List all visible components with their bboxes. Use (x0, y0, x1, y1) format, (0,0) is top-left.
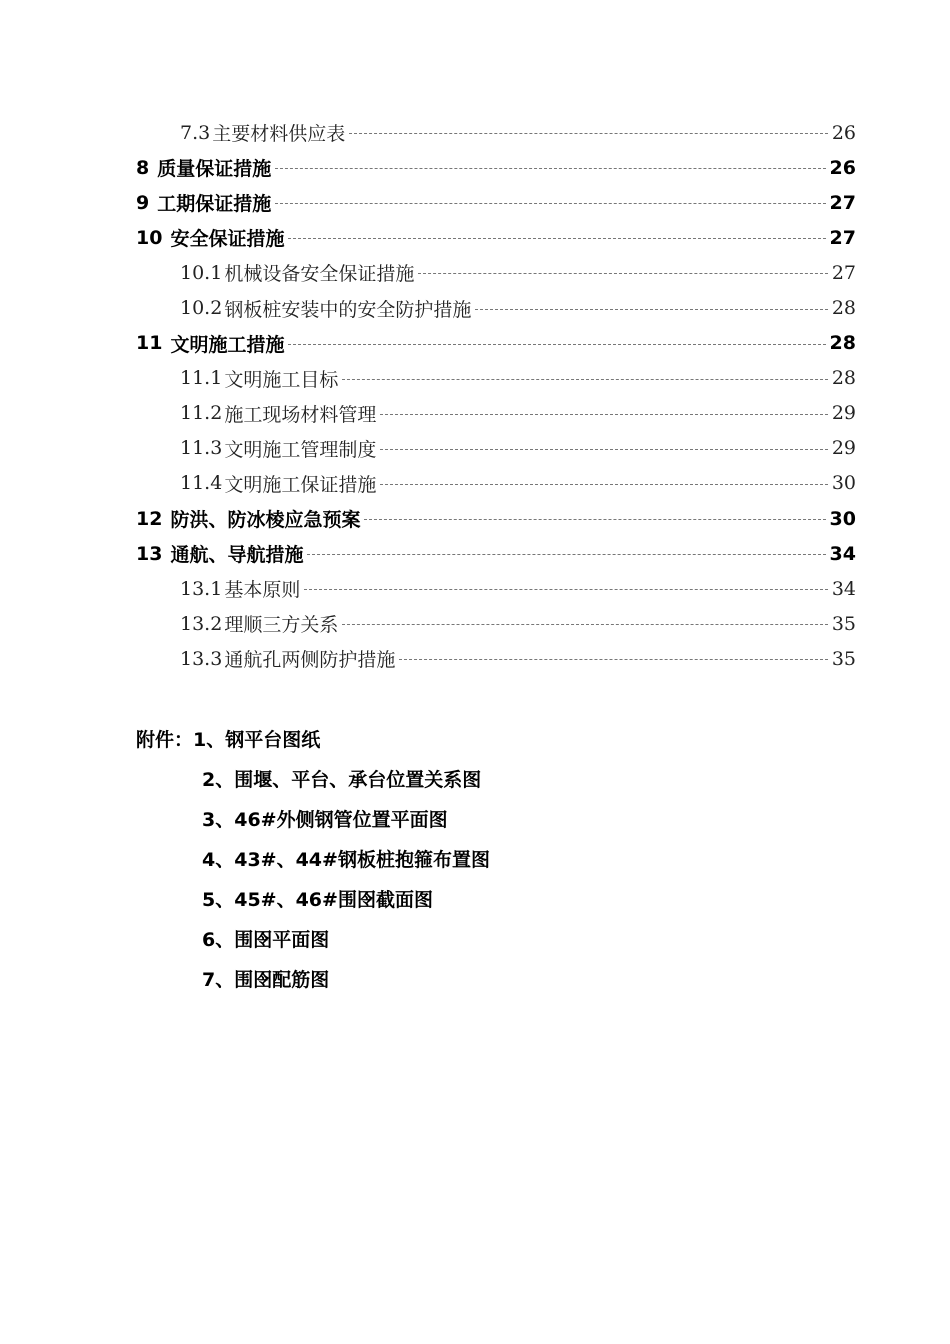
attachments-label: 附件： (136, 729, 194, 751)
toc-entry-title: 机械设备安全保证措施 (224, 263, 415, 286)
toc-entry-number: 11 (136, 332, 163, 355)
toc-entry-title: 文明施工措施 (170, 333, 285, 356)
toc-entry-page: 27 (829, 191, 856, 214)
toc-leader-dashes (288, 238, 825, 239)
toc-entry-page: 27 (829, 226, 856, 249)
toc-leader-dashes (349, 133, 828, 134)
toc-entry-number: 12 (136, 507, 163, 530)
attachment-item (136, 840, 836, 880)
table-of-contents (136, 115, 856, 677)
toc-entry-number: 7.3 (180, 121, 211, 144)
toc-entry-page: 35 (831, 612, 856, 635)
toc-entry-number: 9 (136, 191, 150, 214)
attachment-item-text: 3、46#外侧钢管位置平面图 (202, 809, 448, 831)
toc-entry[interactable] (136, 185, 856, 220)
toc-entry-page: 30 (831, 472, 856, 495)
toc-entry-number: 11.2 (180, 402, 223, 425)
attachment-item-text: 1、钢平台图纸 (193, 729, 321, 751)
toc-leader-dashes (275, 168, 825, 169)
attachment-item (136, 760, 836, 800)
toc-leader-dashes (418, 273, 827, 274)
toc-entry-page: 30 (829, 507, 856, 530)
toc-entry[interactable] (136, 361, 856, 396)
toc-entry-title: 文明施工管理制度 (224, 438, 377, 461)
toc-entry[interactable] (136, 466, 856, 501)
attachment-item-text: 4、43#、44#钢板桩抱箍布置图 (202, 849, 490, 871)
toc-entry-number: 11.1 (180, 367, 223, 390)
toc-entry[interactable] (136, 606, 856, 641)
toc-entry-title: 通航孔两侧防护措施 (224, 649, 396, 672)
toc-entry-page: 34 (829, 542, 856, 565)
toc-entry-title: 基本原则 (224, 579, 301, 602)
toc-entry-number: 13.3 (180, 647, 223, 670)
toc-entry-page: 27 (831, 261, 856, 284)
toc-entry-page: 34 (831, 577, 856, 600)
attachment-item (136, 960, 836, 1000)
toc-leader-dashes (275, 203, 825, 204)
toc-entry-number: 8 (136, 156, 150, 179)
toc-leader-dashes (380, 484, 827, 485)
attachment-item (136, 880, 836, 920)
toc-entry[interactable] (136, 290, 856, 325)
toc-entry[interactable] (136, 536, 856, 571)
toc-entry[interactable] (136, 571, 856, 606)
toc-leader-dashes (380, 414, 827, 415)
toc-entry-title: 主要材料供应表 (212, 123, 346, 146)
attachments-list (136, 720, 836, 1000)
toc-entry-page: 35 (831, 647, 856, 670)
toc-entry-title: 安全保证措施 (170, 228, 285, 251)
toc-leader-dashes (307, 554, 825, 555)
attachment-item-text: 2、围堰、平台、承台位置关系图 (202, 769, 482, 791)
toc-entry[interactable] (136, 255, 856, 290)
toc-entry[interactable] (136, 431, 856, 466)
toc-leader-dashes (288, 344, 825, 345)
toc-entry-title: 文明施工目标 (224, 368, 339, 391)
attachment-item (136, 800, 836, 840)
toc-entry-title: 工期保证措施 (157, 193, 272, 216)
toc-entry-title: 防洪、防冰棱应急预案 (170, 509, 361, 532)
toc-entry-number: 11.3 (180, 437, 223, 460)
attachment-item-text: 7、围囹配筋图 (202, 969, 330, 991)
toc-entry-title: 文明施工保证措施 (224, 473, 377, 496)
attachment-item-text: 5、45#、46#围囹截面图 (202, 889, 433, 911)
toc-entry[interactable] (136, 150, 856, 185)
toc-leader-dashes (380, 449, 827, 450)
toc-entry-number: 10.2 (180, 297, 223, 320)
attachment-item (136, 920, 836, 960)
toc-entry-page: 29 (831, 402, 856, 425)
toc-entry[interactable] (136, 641, 856, 676)
toc-leader-dashes (342, 379, 827, 380)
toc-entry[interactable] (136, 396, 856, 431)
toc-entry-number: 13.2 (180, 612, 223, 635)
toc-entry-page: 28 (831, 367, 856, 390)
toc-leader-dashes (342, 624, 827, 625)
toc-leader-dashes (475, 309, 827, 310)
toc-entry-page: 26 (831, 121, 856, 144)
toc-leader-dashes (399, 659, 827, 660)
toc-entry-title: 钢板桩安装中的安全防护措施 (224, 298, 472, 321)
attachment-item-text: 6、围囹平面图 (202, 929, 330, 951)
toc-leader-dashes (304, 589, 827, 590)
toc-entry-number: 10 (136, 226, 163, 249)
toc-entry-title: 理顺三方关系 (224, 614, 339, 637)
toc-entry-number: 10.1 (180, 261, 223, 284)
toc-entry-number: 13.1 (180, 577, 223, 600)
attachment-item (136, 720, 836, 760)
toc-entry[interactable] (136, 501, 856, 536)
toc-entry-title: 通航、导航措施 (170, 544, 304, 567)
toc-entry-number: 11.4 (180, 472, 223, 495)
toc-entry-title: 质量保证措施 (157, 158, 272, 181)
toc-entry[interactable] (136, 115, 856, 150)
toc-entry-page: 26 (829, 156, 856, 179)
toc-entry-title: 施工现场材料管理 (224, 403, 377, 426)
toc-entry-page: 28 (831, 297, 856, 320)
toc-entry[interactable] (136, 326, 856, 361)
toc-entry-number: 13 (136, 542, 163, 565)
toc-leader-dashes (364, 519, 825, 520)
toc-entry-page: 29 (831, 437, 856, 460)
toc-entry[interactable] (136, 220, 856, 255)
toc-entry-page: 28 (829, 332, 856, 355)
